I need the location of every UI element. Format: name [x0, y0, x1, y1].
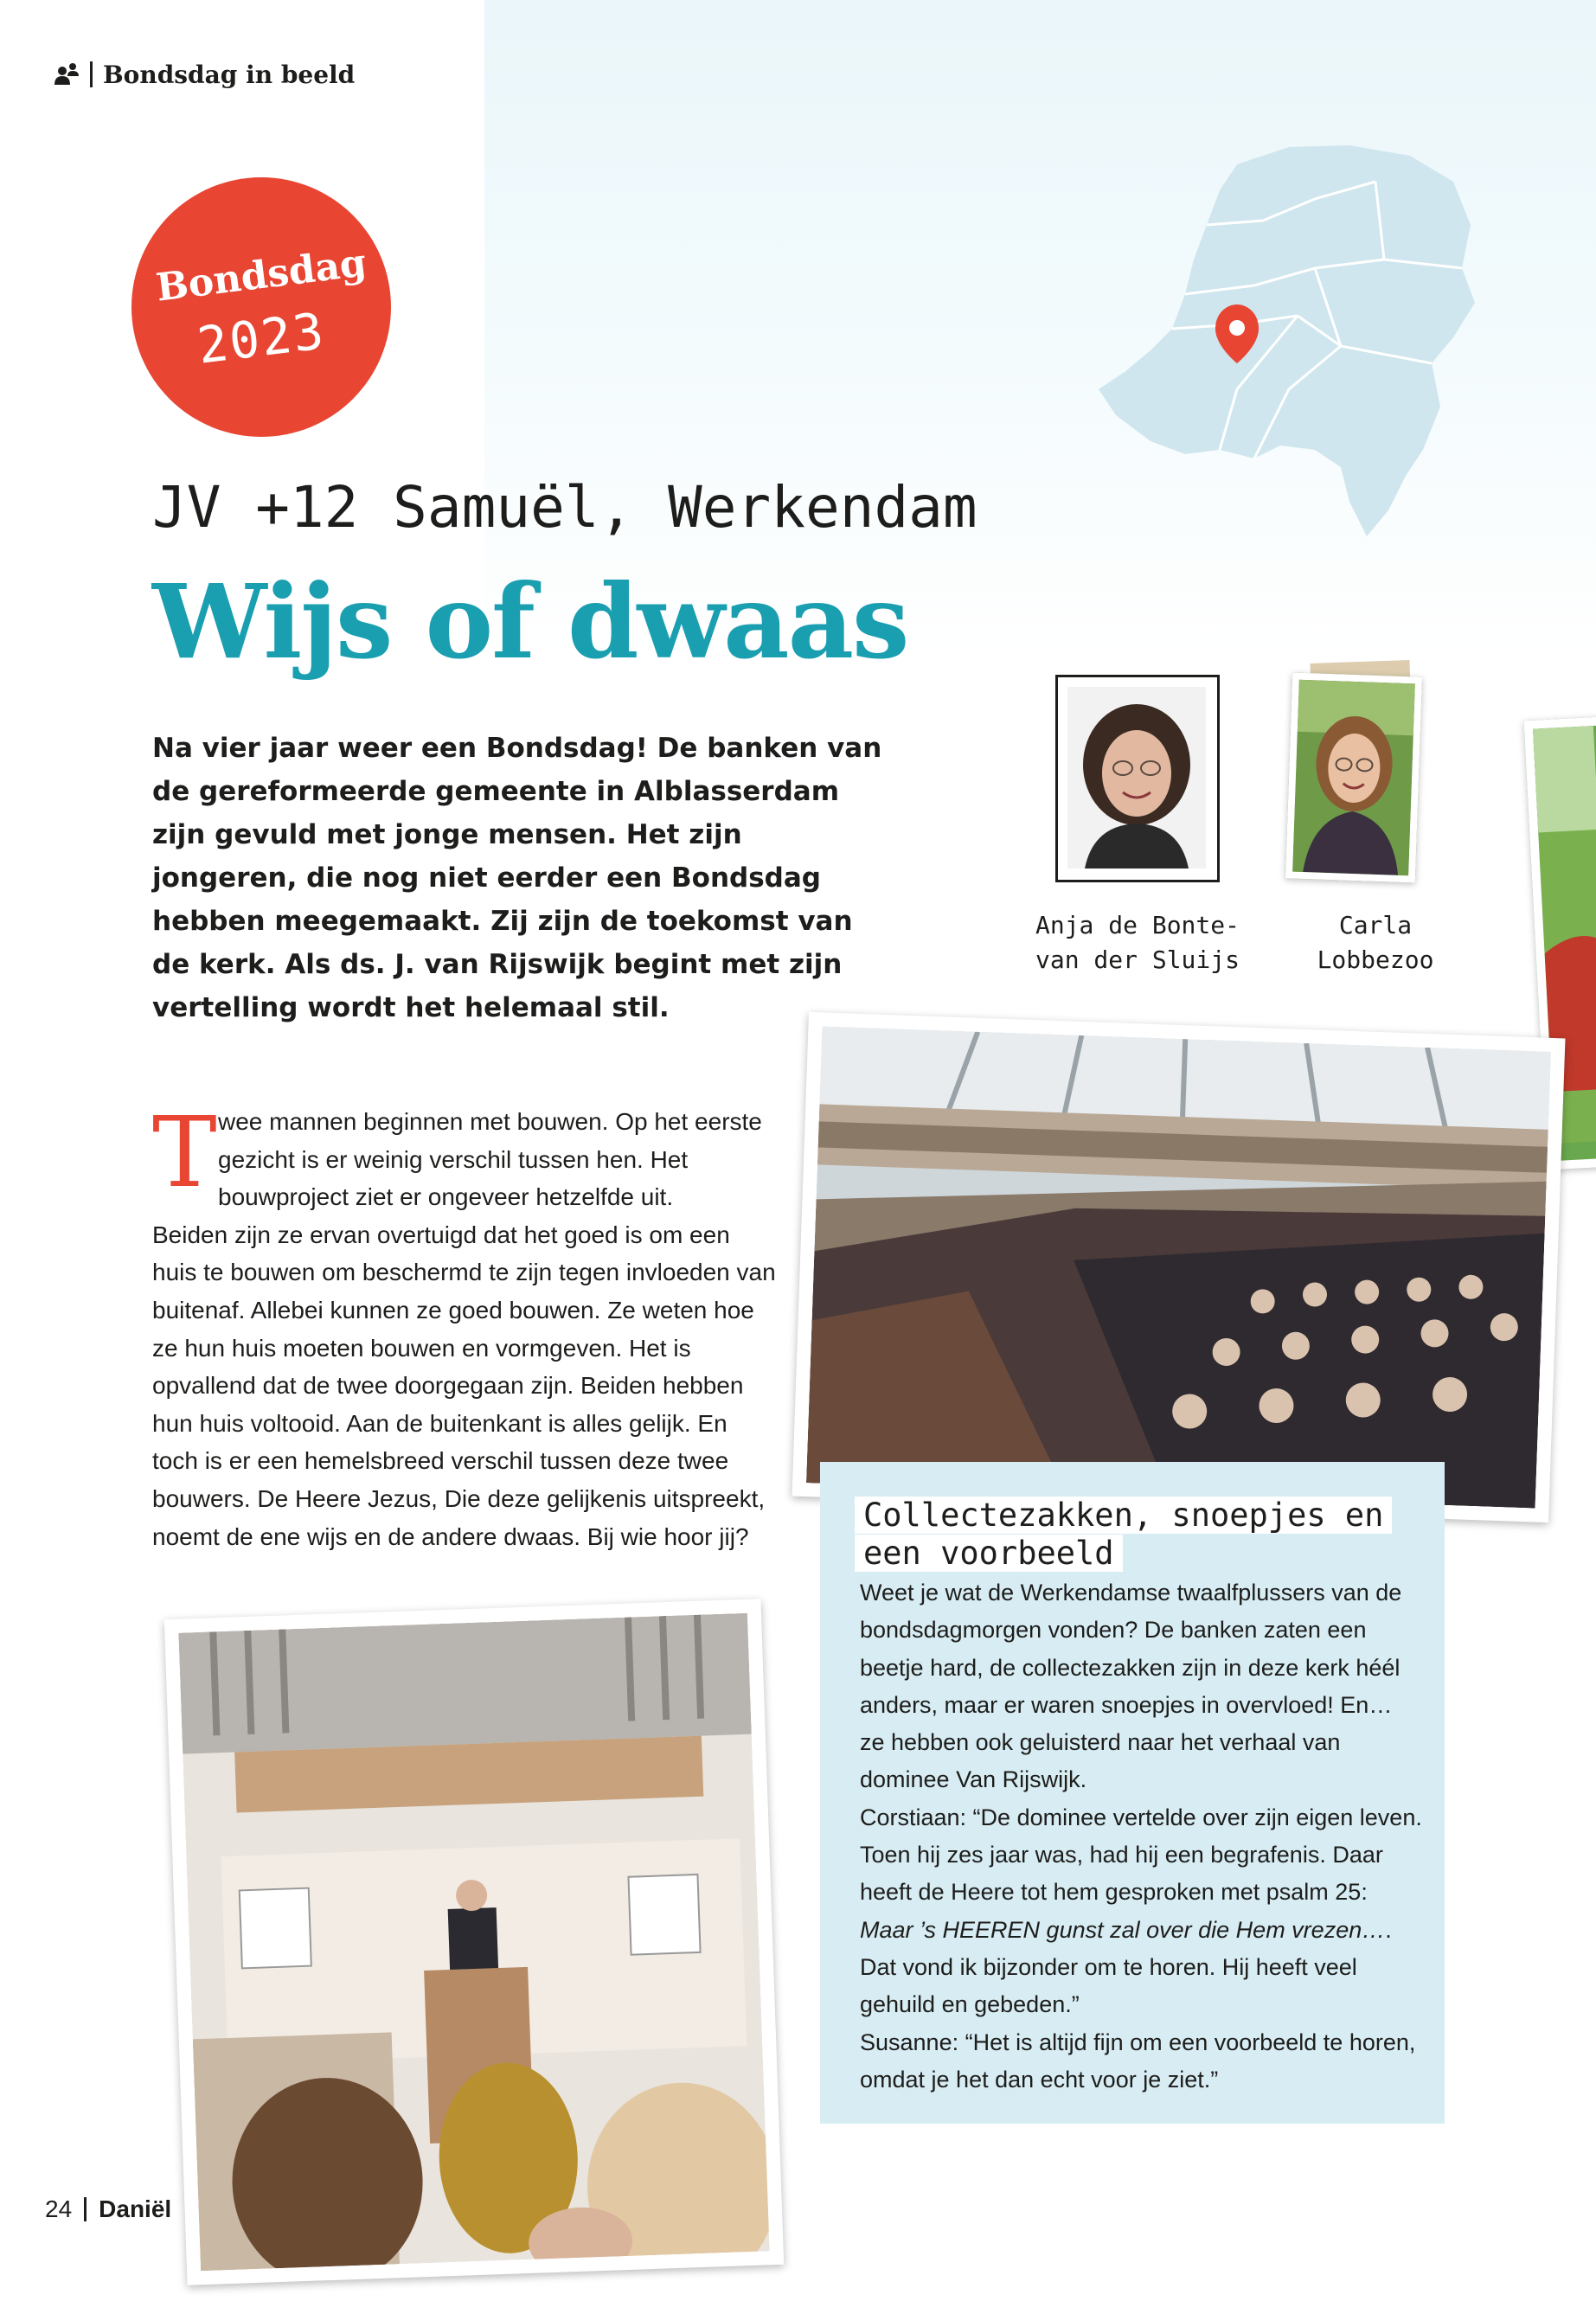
sidebar-box	[820, 1462, 1445, 2124]
body-paragraph-first: wee mannen beginnen met bouwen. Op het eerste gezicht is er weinig verschil tussen hen. Het bouwproject ziet er ongeveer hetzelfde uit.	[218, 1108, 762, 1211]
article-kicker: JV +12 Samuël, Werkendam	[152, 474, 977, 541]
magazine-name: Daniël	[99, 2195, 172, 2222]
footer-divider	[84, 2197, 87, 2221]
section-label: Bondsdag in beeld	[103, 60, 356, 89]
article-body	[152, 1097, 779, 1555]
section-header	[54, 57, 355, 92]
header-divider	[90, 61, 93, 87]
sidebar-paragraph-3: Susanne: “Het is altijd fijn om een voorbeeld te horen, omdat je het dan echt voor je ziet.”	[860, 2029, 1416, 2093]
pulpit-image	[178, 1613, 769, 2272]
netherlands-map	[1090, 130, 1505, 562]
author-photo-anja	[1055, 675, 1220, 882]
sidebar-paragraph-2: Corstiaan: “De dominee vertelde over zijn eigen leven. Toen hij zes jaar was, had hij een begrafenis. Daar heeft de Heere tot hem gesproken met psalm 25: Maar ’s HEEREN gunst zal over die Hem vrezen…. Dat vond ik bijzonder om te horen. Hij heeft veel gehuild en gebeden.”	[860, 1804, 1422, 2018]
portrait-image	[1285, 672, 1422, 882]
portrait-image	[1067, 687, 1208, 870]
page-footer	[45, 2195, 171, 2223]
sidebar-heading: Collectezakken, snoepjes en een voorbeeld	[855, 1497, 1392, 1573]
badge-label: Bondsdag	[153, 240, 369, 311]
page-number: 24	[45, 2195, 73, 2222]
church-hall-photo	[792, 1012, 1565, 1522]
body-paragraph-rest: Beiden zijn ze ervan overtuigd dat het goed is om een huis te bouwen om beschermd te zijn tegen invloeden van buitenaf. Allebei kunnen ze goed bouwen. Ze weten hoe ze hun huis moeten bouwen en vormgeven. Het is opvallend dat de twee doorgegaan zijn. Beiden hebben hun huis voltooid. Aan de buitenkant is alles gelijk. En toch is er een hemelsbreed verschil tussen deze twee bouwers. De Heere Jezus, Die deze gelijkenis uitspreekt, noemt de ene wijs en de andere dwaas. Bij wie hoor jij?	[152, 1221, 776, 1550]
badge-year: 2023	[194, 301, 329, 375]
event-badge	[131, 177, 391, 437]
article-intro: Na vier jaar weer een Bondsdag! De banken van de gereformeerde gemeente in Alblasserdam zijn gevuld met jonge mensen. Het zijn jongeren, die nog niet eerder een Bondsdag hebben meegemaakt. Zij zijn de toekomst van de kerk. Als ds. J. van Rijswijk begint met zijn vertelling wordt het helemaal stil.	[152, 733, 882, 1023]
people-icon	[54, 61, 80, 87]
article-title: Wijs of dwaas	[152, 561, 908, 682]
drop-cap: T	[152, 1097, 217, 1209]
author-caption-1: Anja de Bonte- van der Sluijs	[1035, 911, 1240, 974]
pulpit-photo	[164, 1599, 784, 2285]
hall-image	[806, 1026, 1551, 1508]
author-caption-2: Carla Lobbezoo	[1317, 911, 1434, 974]
sidebar-paragraph-1: Weet je wat de Werkendamse twaalfplussers van de bondsdagmorgen vonden? De banken zaten een beetje hard, de collectezakken zijn in deze kerk héél anders, maar er waren snoepjes in overvloed! En… ze hebben ook geluisterd naar het verhaal van dominee Van Rijswijk.	[860, 1580, 1402, 1793]
author-photo-carla	[1285, 672, 1422, 882]
sidebar-text	[860, 1574, 1422, 2099]
